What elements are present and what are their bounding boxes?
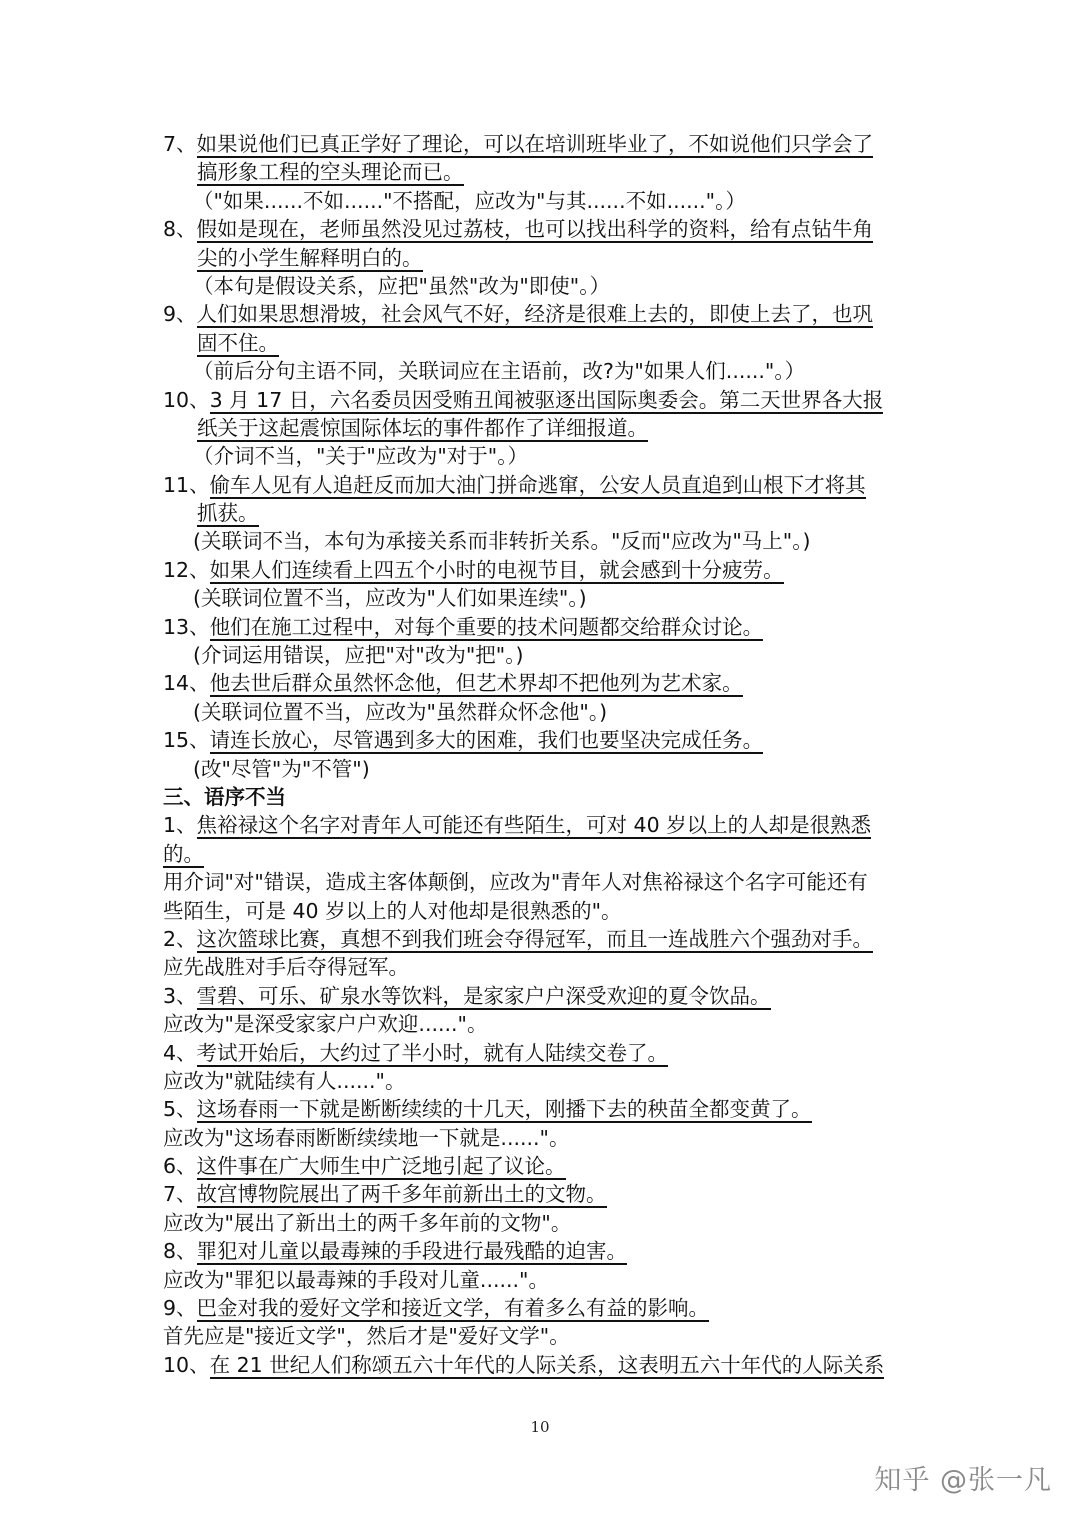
text-line (163, 556, 923, 584)
item-number: 7、 (163, 132, 197, 156)
text-line (163, 414, 923, 442)
item-number: 4、 (163, 1040, 197, 1065)
text-line (163, 982, 923, 1010)
line-text: 考试开始后，大约过了半小时，就有人陆续交卷了。 (196, 1040, 669, 1065)
item-number: 6、 (163, 1154, 197, 1179)
item-number: 7、 (163, 1182, 197, 1207)
text-line (163, 953, 923, 981)
line-text: (关联词位置不当，应改为"虽然群众怀念他"。) (193, 699, 608, 724)
line-text: 用介词"对"错误，造成主客体颠倒，应改为"青年人对焦裕禄这个名字可能还有 (163, 870, 868, 895)
text-line (163, 1209, 923, 1237)
line-text: 巴金对我的爱好文学和接近文学，有着多么有益的影响。 (196, 1296, 710, 1321)
text-line (163, 840, 923, 868)
item-number: 1、 (163, 813, 197, 838)
line-text: 罪犯对儿童以最毒辣的手段进行最残酷的迫害。 (196, 1239, 628, 1264)
item-number: 10、 (163, 1352, 210, 1377)
line-text: 偷车人见有人追赶反而加大油门拼命逃窜，公安人员直追到山根下才将其 (209, 472, 866, 497)
text-line (163, 726, 923, 754)
text-line (163, 669, 923, 697)
correction-note (163, 357, 923, 385)
line-text: 3 月 17 日，六名委员因受贿丑闻被驱逐出国际奥委会。第二天世界各大报 (209, 387, 884, 412)
line-text: (介词运用错误，应把"对"改为"把"。) (193, 643, 524, 668)
item-number: 9、 (163, 1296, 197, 1321)
line-text: 首先应是"接近文学"，然后才是"爱好文学"。 (163, 1324, 570, 1349)
line-text: （前后分句主语不同，关联词应在主语前，改?为"如果人们......"。） (193, 359, 806, 384)
text-line (163, 300, 923, 328)
line-text: 如果人们连续看上四五个小时的电视节目，就会感到十分疲劳。 (209, 557, 784, 582)
line-text: 抓获。 (197, 501, 259, 526)
line-text: 如果说他们已真正学好了理论，可以在培训班毕业了，不如说他们只学会了 (196, 132, 874, 156)
text-line (163, 386, 923, 414)
item-number: 8、 (163, 1239, 197, 1264)
line-text: 些陌生，可是 40 岁以上的人对他却是很熟悉的"。 (163, 898, 622, 923)
text-line (163, 1351, 923, 1379)
text-line (163, 1124, 923, 1152)
text-line (163, 811, 923, 839)
line-text: 这场春雨一下就是断断续续的十几天，刚播下去的秧苗全都变黄了。 (196, 1097, 812, 1122)
text-line (163, 329, 923, 357)
text-line (163, 1067, 923, 1095)
line-text: 他们在施工过程中，对每个重要的技术问题都交给群众讨论。 (209, 614, 764, 639)
text-line (163, 1152, 923, 1180)
text-line (163, 130, 923, 158)
correction-note (163, 442, 923, 470)
line-text: 人们如果思想滑坡，社会风气不好，经济是很难上去的，即使上去了，也巩 (196, 302, 874, 327)
line-text: 假如是现在，老师虽然没见过荔枝，也可以找出科学的资料，给有点钻牛角 (196, 217, 874, 242)
page-number: 10 (530, 1418, 550, 1436)
text-line (163, 613, 923, 641)
text-line (163, 897, 923, 925)
line-text: 搞形象工程的空头理论而已。 (197, 160, 464, 185)
item-number: 9、 (163, 302, 197, 327)
text-line (163, 499, 923, 527)
text-line (163, 1095, 923, 1123)
line-text: 应先战胜对手后夺得冠军。 (163, 955, 409, 980)
text-line (163, 925, 923, 953)
item-number: 2、 (163, 926, 197, 951)
line-text: 应改为"就陆续有人......"。 (163, 1068, 406, 1093)
line-text: 雪碧、可乐、矿泉水等饮料，是家家户户深受欢迎的夏令饮品。 (196, 983, 771, 1008)
text-line (163, 1010, 923, 1038)
line-text: 应改为"罪犯以最毒辣的手段对儿童......"。 (163, 1267, 549, 1292)
correction-note (163, 527, 923, 555)
line-text: 焦裕禄这个名字对青年人可能还有些陌生，可对 40 岁以上的人却是很熟悉 (196, 813, 872, 838)
text-line (163, 158, 923, 186)
line-text: 应改为"展出了新出土的两千多年前的文物"。 (163, 1210, 572, 1235)
item-number: 3、 (163, 983, 197, 1008)
text-line (163, 1237, 923, 1265)
line-text: 应改为"是深受家家户户欢迎......"。 (163, 1012, 488, 1037)
watermark: 知乎 @张一凡 (874, 1465, 1052, 1496)
correction-note (163, 641, 923, 669)
line-text: 固不住。 (197, 330, 279, 355)
text-line (163, 244, 923, 272)
line-text: 的。 (163, 841, 204, 866)
line-text: （本句是假设关系，应把"虽然"改为"即使"。） (193, 273, 610, 298)
line-text: 他去世后群众虽然怀念他，但艺术界却不把他列为艺术家。 (209, 671, 743, 696)
line-text: 尖的小学生解释明白的。 (197, 245, 423, 270)
correction-note (163, 755, 923, 783)
line-text: （"如果......不如......"不搭配，应改为"与其......不如......"。） (193, 188, 746, 213)
text-line (163, 1180, 923, 1208)
item-number: 15、 (163, 728, 210, 753)
text-line (163, 1266, 923, 1294)
item-number: 13、 (163, 614, 210, 639)
correction-note (163, 272, 923, 300)
line-text: （介词不当，"关于"应改为"对于"。） (193, 444, 528, 469)
line-text: 故宫博物院展出了两千多年前新出土的文物。 (196, 1182, 607, 1207)
line-text: 纸关于这起震惊国际体坛的事件都作了详细报道。 (197, 415, 648, 440)
line-text: (关联词不当，本句为承接关系而非转折关系。"反而"应改为"马上"。) (193, 529, 811, 554)
text-line (163, 868, 923, 896)
line-text: 应改为"这场春雨断断续续地一下就是......"。 (163, 1125, 570, 1150)
item-number: 8、 (163, 217, 197, 242)
correction-note (163, 187, 923, 215)
line-text: 这次篮球比赛，真想不到我们班会夺得冠军，而且一连战胜六个强劲对手。 (196, 926, 874, 951)
text-line (163, 1322, 923, 1350)
line-text: 三、语序不当 (163, 784, 286, 809)
line-text: 请连长放心，尽管遇到多大的困难，我们也要坚决完成任务。 (209, 728, 764, 753)
text-line (163, 215, 923, 243)
text-line (163, 1039, 923, 1067)
item-number: 14、 (163, 671, 210, 696)
item-number: 12、 (163, 557, 210, 582)
correction-note (163, 698, 923, 726)
line-text: 这件事在广大师生中广泛地引起了议论。 (196, 1154, 566, 1179)
correction-note (163, 584, 923, 612)
item-number: 11、 (163, 472, 210, 497)
line-text: (关联词位置不当，应改为"人们如果连续"。) (193, 586, 587, 611)
text-line (163, 471, 923, 499)
text-line (163, 1294, 923, 1322)
document-body (163, 130, 923, 1379)
section-heading (163, 783, 923, 811)
item-number: 10、 (163, 387, 210, 412)
item-number: 5、 (163, 1097, 197, 1122)
line-text: (改"尽管"为"不管") (193, 756, 370, 781)
line-text: 在 21 世纪人们称颂五六十年代的人际关系，这表明五六十年代的人际关系 (209, 1352, 885, 1377)
